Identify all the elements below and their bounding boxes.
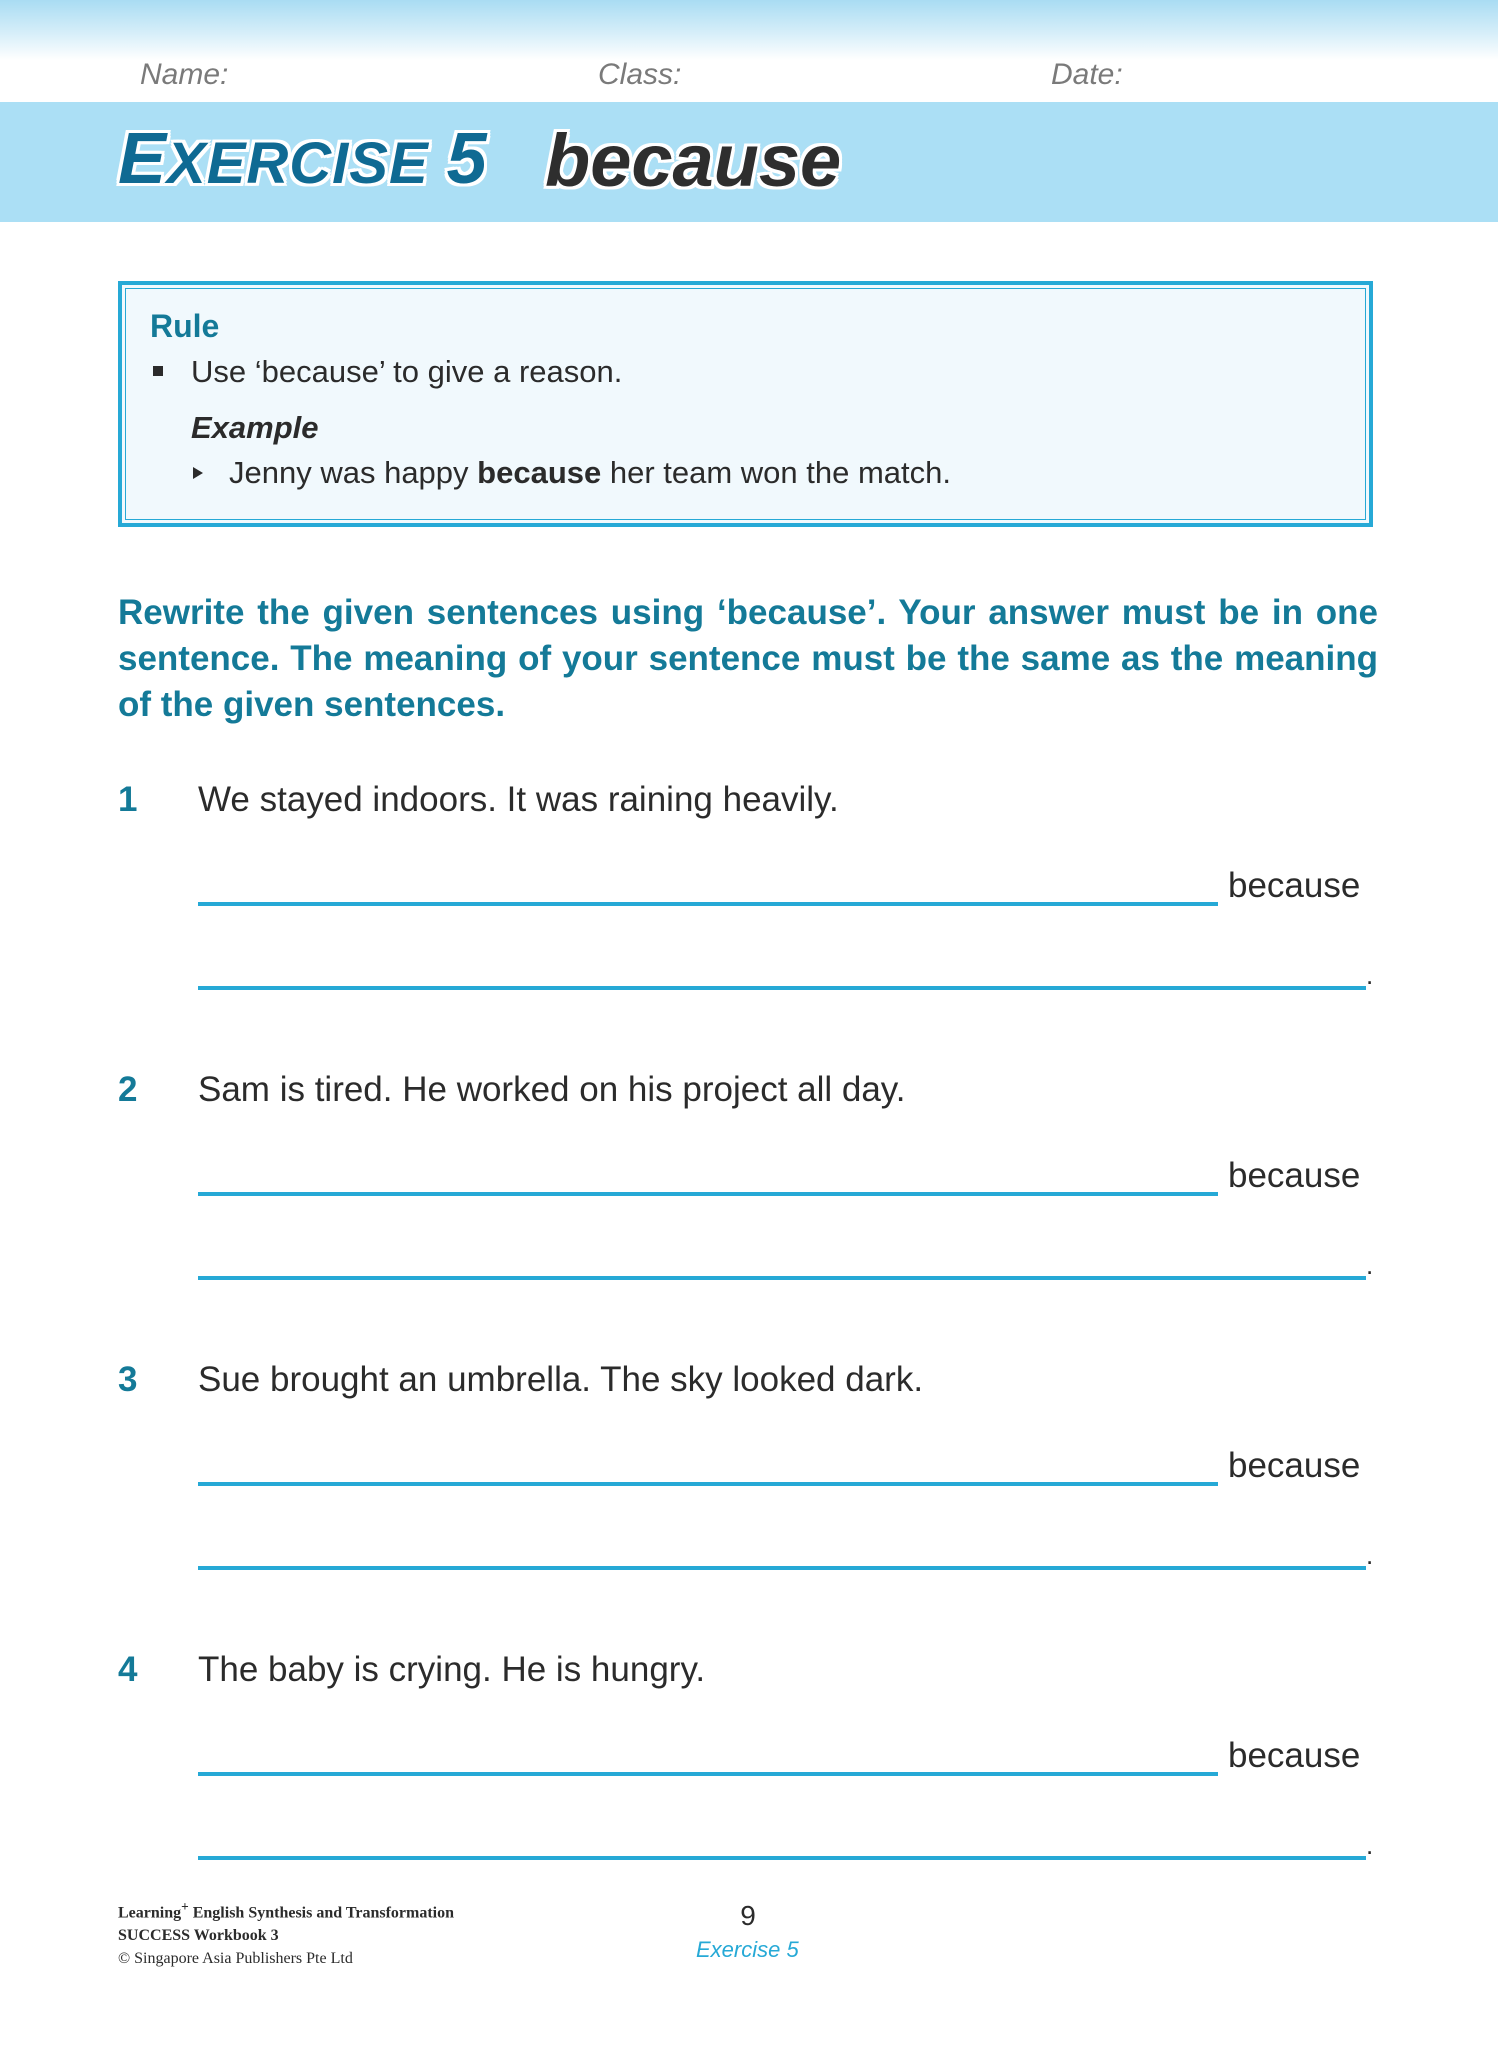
top-gradient <box>0 0 1498 60</box>
answer-line-1[interactable] <box>198 1772 1218 1776</box>
class-label: Class: <box>598 58 682 91</box>
question-text: Sue brought an umbrella. The sky looked dark. <box>198 1360 924 1399</box>
exercise-heading <box>118 118 488 200</box>
sentence-period: . <box>1366 1830 1374 1860</box>
because-connector: because <box>1228 866 1361 905</box>
answer-line-2[interactable] <box>198 1276 1366 1280</box>
question-number: 2 <box>118 1070 138 1109</box>
because-connector: because <box>1228 1156 1361 1195</box>
exercise-reference: Exercise 5 <box>696 1937 799 1962</box>
question-text: Sam is tired. He worked on his project all day. <box>198 1070 906 1109</box>
book-title-prefix: Learning <box>118 1904 182 1922</box>
sentence-period: . <box>1366 1250 1374 1280</box>
book-title-sup: + <box>181 1899 189 1914</box>
answer-line-1[interactable] <box>198 1482 1218 1486</box>
date-label: Date: <box>1051 58 1123 91</box>
example-title: Example <box>191 410 319 445</box>
exercise-word: XERCISE <box>167 131 429 196</box>
footer-credits <box>118 1895 454 1970</box>
page-number: 9 <box>740 1900 756 1931</box>
topic-title: because <box>545 119 842 202</box>
question-text: The baby is crying. He is hungry. <box>198 1650 706 1689</box>
answer-line-2[interactable] <box>198 1566 1366 1570</box>
exercise-first-letter: E <box>118 119 168 199</box>
example-after: her team won the match. <box>601 455 952 490</box>
because-connector: because <box>1228 1446 1361 1485</box>
rule-title: Rule <box>150 308 220 344</box>
square-bullet-icon <box>153 366 163 376</box>
question-text: We stayed indoors. It was raining heavily. <box>198 780 839 819</box>
example-keyword: because <box>477 455 602 490</box>
student-info-row <box>0 58 1498 98</box>
instructions: Rewrite the given sentences using ‘because’. Your answer must be in one sentence. The meaning of your sentence must be the same as the meaning of the given sentences. <box>118 593 1378 724</box>
copyright: © Singapore Asia Publishers Pte Ltd <box>118 1950 353 1968</box>
book-title-rest: English Synthesis and Transformation <box>188 1904 454 1922</box>
question-number: 3 <box>118 1360 138 1399</box>
because-connector: because <box>1228 1736 1361 1775</box>
example-before: Jenny was happy <box>229 455 478 490</box>
sentence-period: . <box>1366 1540 1374 1570</box>
rule-item: Use ‘because’ to give a reason. <box>191 354 623 389</box>
answer-line-2[interactable] <box>198 986 1366 990</box>
question-number: 1 <box>118 780 138 819</box>
name-label: Name: <box>140 58 229 91</box>
triangle-bullet-icon <box>193 467 203 479</box>
book-title <box>118 1895 454 1924</box>
exercise-number: 5 <box>446 119 488 199</box>
answer-line-1[interactable] <box>198 1192 1218 1196</box>
answer-line-2[interactable] <box>198 1856 1366 1860</box>
series-name: SUCCESS Workbook 3 <box>118 1927 279 1945</box>
question-number: 4 <box>118 1650 138 1689</box>
sentence-period: . <box>1366 960 1374 990</box>
example-sentence <box>229 455 951 491</box>
answer-line-1[interactable] <box>198 902 1218 906</box>
